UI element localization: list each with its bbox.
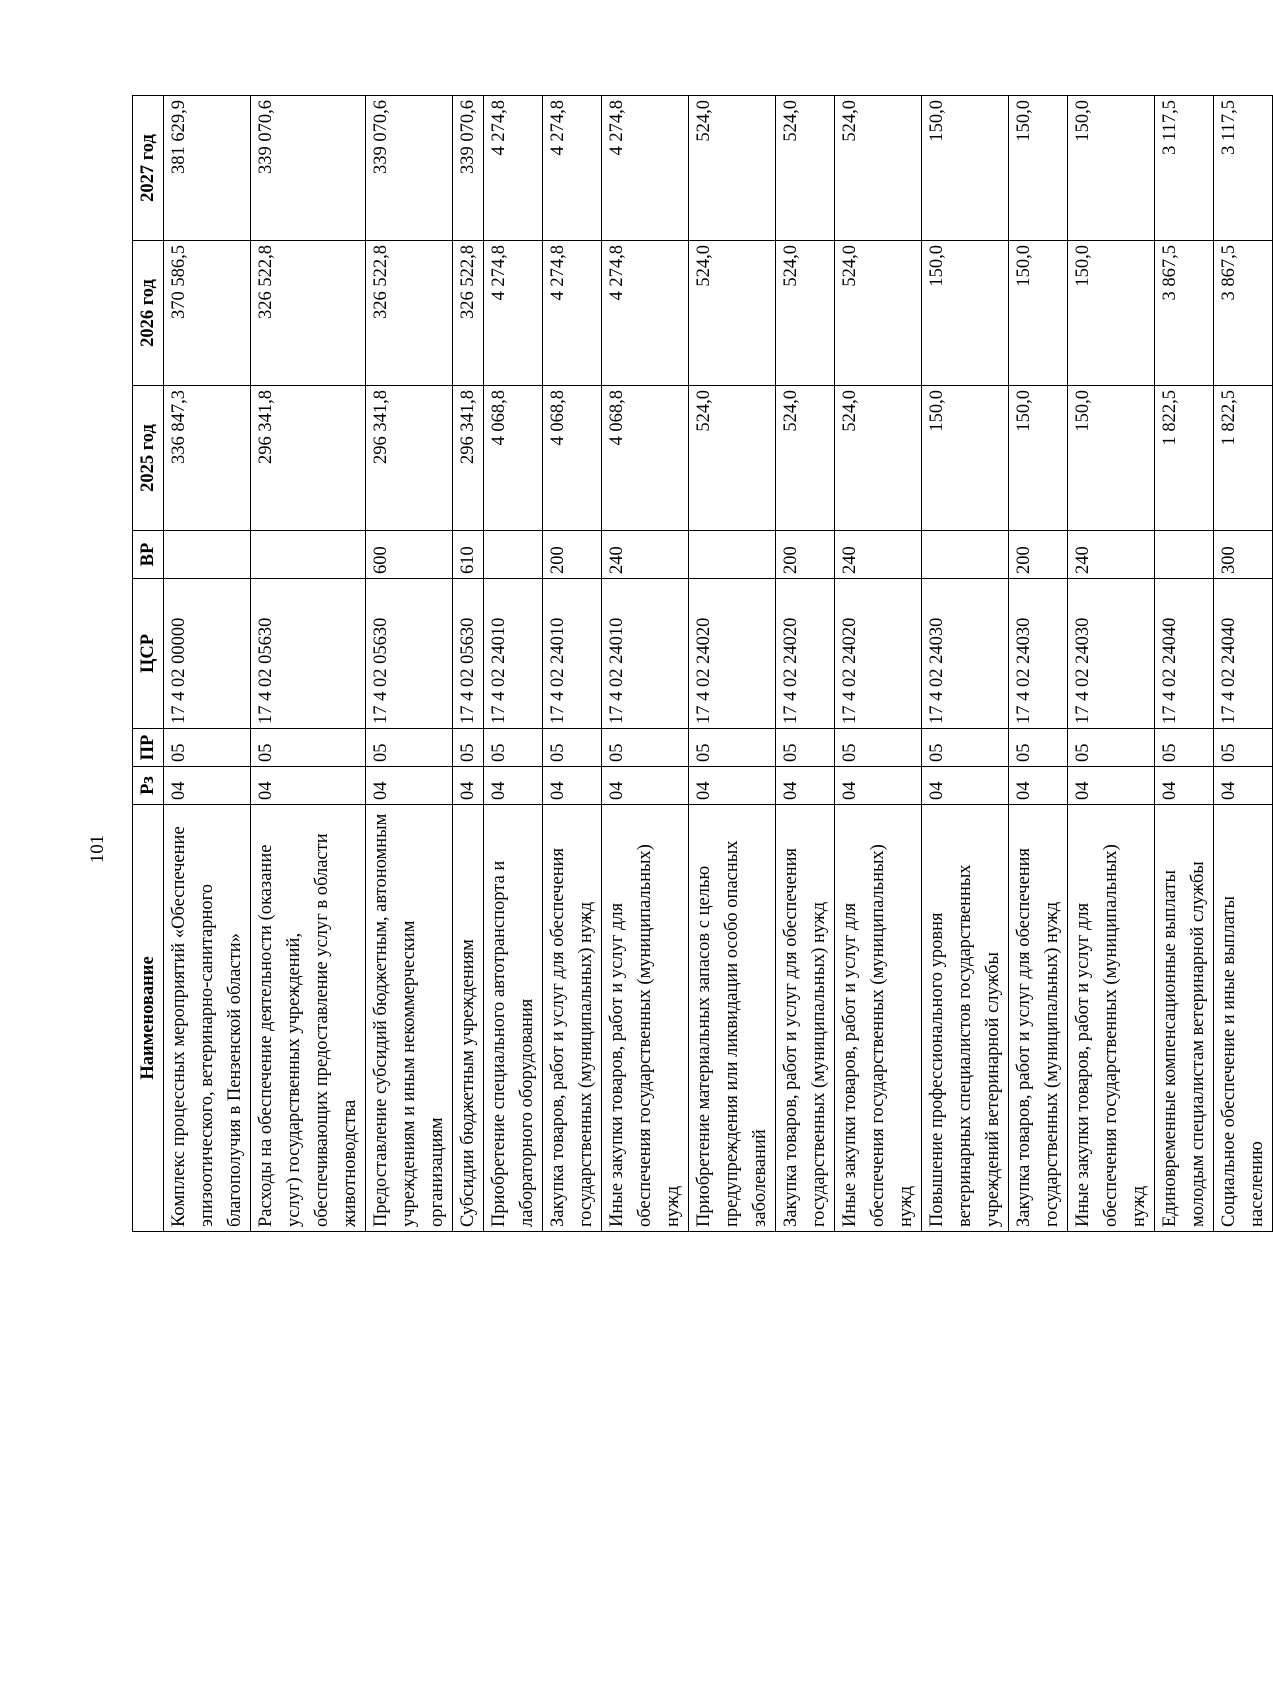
cell-csr: 17 4 02 24020 (689, 579, 776, 729)
cell-csr: 17 4 02 24020 (776, 579, 835, 729)
cell-2026: 4 274,8 (602, 241, 689, 386)
cell-vr (1155, 531, 1214, 579)
cell-csr: 17 4 02 05630 (251, 579, 366, 729)
cell-2025: 150,0 (1068, 386, 1155, 531)
cell-pr: 05 (922, 729, 1009, 767)
cell-2025: 296 341,8 (453, 386, 484, 531)
cell-csr: 17 4 02 00000 (164, 579, 251, 729)
table-row (251, 96, 366, 1232)
cell-pr: 05 (602, 729, 689, 767)
cell-rz: 04 (164, 767, 251, 805)
cell-2026: 4 274,8 (543, 241, 602, 386)
cell-rz: 04 (1068, 767, 1155, 805)
cell-2026: 150,0 (1068, 241, 1155, 386)
cell-name: Приобретение специального автотранспорта и лабораторного оборудования (484, 805, 543, 1232)
cell-csr: 17 4 02 24010 (484, 579, 543, 729)
cell-pr: 05 (251, 729, 366, 767)
header-csr: ЦСР (133, 579, 164, 729)
cell-2025: 524,0 (689, 386, 776, 531)
cell-name: Иные закупки товаров, работ и услуг для обеспечения государственных (муниципальных) нужд (835, 805, 922, 1232)
cell-2027: 150,0 (1009, 96, 1068, 241)
cell-2025: 4 068,8 (543, 386, 602, 531)
cell-vr (922, 531, 1009, 579)
cell-pr: 05 (366, 729, 453, 767)
cell-2026: 370 586,5 (164, 241, 251, 386)
cell-2025: 1 822,5 (1155, 386, 1214, 531)
cell-vr: 600 (366, 531, 453, 579)
table-row (689, 96, 776, 1232)
cell-2026: 3 867,5 (1214, 241, 1273, 386)
cell-rz: 04 (543, 767, 602, 805)
cell-2026: 326 522,8 (251, 241, 366, 386)
table-row (835, 96, 922, 1232)
cell-name: Предоставление субсидий бюджетным, автономным учреждениям и иным некоммерческим организациям (366, 805, 453, 1232)
cell-name: Иные закупки товаров, работ и услуг для обеспечения государственных (муниципальных) нужд (1068, 805, 1155, 1232)
cell-2025: 150,0 (1009, 386, 1068, 531)
cell-vr (689, 531, 776, 579)
cell-vr: 240 (1068, 531, 1155, 579)
cell-pr: 05 (835, 729, 922, 767)
cell-2027: 524,0 (835, 96, 922, 241)
cell-pr: 05 (484, 729, 543, 767)
cell-vr: 200 (543, 531, 602, 579)
cell-2027: 524,0 (689, 96, 776, 241)
cell-name: Расходы на обеспечение деятельности (оказание услуг) государственных учреждений, обеспечивающих предоставление услуг в области животноводства (251, 805, 366, 1232)
cell-2025: 296 341,8 (251, 386, 366, 531)
table-row (1214, 96, 1273, 1232)
page-number: 101 (87, 834, 108, 864)
cell-name: Закупка товаров, работ и услуг для обеспечения государственных (муниципальных) нужд (543, 805, 602, 1232)
header-2027: 2027 год (133, 96, 164, 241)
cell-csr: 17 4 02 05630 (366, 579, 453, 729)
header-2025: 2025 год (133, 386, 164, 531)
cell-pr: 05 (1009, 729, 1068, 767)
cell-2027: 4 274,8 (484, 96, 543, 241)
cell-name: Закупка товаров, работ и услуг для обеспечения государственных (муниципальных) нужд (1009, 805, 1068, 1232)
cell-rz: 04 (1155, 767, 1214, 805)
cell-2027: 524,0 (776, 96, 835, 241)
table-row (1009, 96, 1068, 1232)
cell-2025: 524,0 (835, 386, 922, 531)
cell-2027: 150,0 (922, 96, 1009, 241)
cell-2027: 339 070,6 (251, 96, 366, 241)
cell-pr: 05 (1068, 729, 1155, 767)
cell-name: Повышение профессионального уровня ветеринарных специалистов государственных учреждений ветеринарной службы (922, 805, 1009, 1232)
cell-rz: 04 (251, 767, 366, 805)
cell-2026: 4 274,8 (484, 241, 543, 386)
cell-vr: 300 (1214, 531, 1273, 579)
table-row (164, 96, 251, 1232)
cell-2027: 150,0 (1068, 96, 1155, 241)
cell-name: Субсидии бюджетным учреждениям (453, 805, 484, 1232)
cell-rz: 04 (835, 767, 922, 805)
table-row (366, 96, 453, 1232)
cell-vr (251, 531, 366, 579)
cell-2026: 150,0 (1009, 241, 1068, 386)
cell-2027: 381 629,9 (164, 96, 251, 241)
table-header-row (133, 96, 164, 1232)
header-rz: Рз (133, 767, 164, 805)
cell-2027: 4 274,8 (602, 96, 689, 241)
cell-vr: 610 (453, 531, 484, 579)
cell-rz: 04 (453, 767, 484, 805)
cell-vr (484, 531, 543, 579)
cell-2026: 524,0 (776, 241, 835, 386)
cell-name: Единовременные компенсационные выплаты молодым специалистам ветеринарной службы (1155, 805, 1214, 1232)
cell-csr: 17 4 02 24020 (835, 579, 922, 729)
cell-rz: 04 (776, 767, 835, 805)
cell-2026: 326 522,8 (366, 241, 453, 386)
cell-csr: 17 4 02 24030 (1068, 579, 1155, 729)
cell-csr: 17 4 02 24040 (1214, 579, 1273, 729)
cell-name: Социальное обеспечение и иные выплаты населению (1214, 805, 1273, 1232)
cell-2027: 3 117,5 (1214, 96, 1273, 241)
cell-pr: 05 (543, 729, 602, 767)
table-row (453, 96, 484, 1232)
cell-2027: 339 070,6 (366, 96, 453, 241)
cell-2026: 326 522,8 (453, 241, 484, 386)
header-vr: ВР (133, 531, 164, 579)
cell-rz: 04 (922, 767, 1009, 805)
cell-name: Иные закупки товаров, работ и услуг для обеспечения государственных (муниципальных) нужд (602, 805, 689, 1232)
cell-csr: 17 4 02 05630 (453, 579, 484, 729)
cell-2027: 339 070,6 (453, 96, 484, 241)
cell-2025: 4 068,8 (484, 386, 543, 531)
table-row (776, 96, 835, 1232)
cell-name: Комплекс процессных мероприятий «Обеспечение эпизоотического, ветеринарно-санитарного благополучия в Пензенской области» (164, 805, 251, 1232)
cell-csr: 17 4 02 24030 (922, 579, 1009, 729)
cell-rz: 04 (484, 767, 543, 805)
cell-rz: 04 (366, 767, 453, 805)
table-body (164, 96, 1273, 1232)
cell-vr: 200 (1009, 531, 1068, 579)
cell-vr (164, 531, 251, 579)
header-pr: ПР (133, 729, 164, 767)
cell-2025: 524,0 (776, 386, 835, 531)
cell-pr: 05 (453, 729, 484, 767)
table-row (543, 96, 602, 1232)
cell-2025: 150,0 (922, 386, 1009, 531)
rotated-table-container (132, 95, 1267, 1232)
cell-csr: 17 4 02 24010 (543, 579, 602, 729)
table-row (1155, 96, 1214, 1232)
cell-pr: 05 (1155, 729, 1214, 767)
cell-pr: 05 (1214, 729, 1273, 767)
cell-2025: 4 068,8 (602, 386, 689, 531)
cell-2025: 336 847,3 (164, 386, 251, 531)
header-2026: 2026 год (133, 241, 164, 386)
cell-rz: 04 (689, 767, 776, 805)
cell-name: Приобретение материальных запасов с целью предупреждения или ликвидации особо опасных заболеваний (689, 805, 776, 1232)
table-row (1068, 96, 1155, 1232)
header-name: Наименование (133, 805, 164, 1232)
cell-pr: 05 (689, 729, 776, 767)
table-row (602, 96, 689, 1232)
cell-pr: 05 (164, 729, 251, 767)
cell-pr: 05 (776, 729, 835, 767)
cell-csr: 17 4 02 24040 (1155, 579, 1214, 729)
cell-rz: 04 (1214, 767, 1273, 805)
cell-csr: 17 4 02 24030 (1009, 579, 1068, 729)
cell-2026: 150,0 (922, 241, 1009, 386)
cell-rz: 04 (1009, 767, 1068, 805)
cell-vr: 240 (602, 531, 689, 579)
cell-2026: 3 867,5 (1155, 241, 1214, 386)
cell-2026: 524,0 (689, 241, 776, 386)
cell-2025: 1 822,5 (1214, 386, 1273, 531)
table-row (922, 96, 1009, 1232)
cell-2027: 4 274,8 (543, 96, 602, 241)
cell-2027: 3 117,5 (1155, 96, 1214, 241)
cell-csr: 17 4 02 24010 (602, 579, 689, 729)
table-row (484, 96, 543, 1232)
cell-2026: 524,0 (835, 241, 922, 386)
cell-vr: 200 (776, 531, 835, 579)
budget-table (132, 95, 1273, 1232)
cell-rz: 04 (602, 767, 689, 805)
cell-vr: 240 (835, 531, 922, 579)
cell-2025: 296 341,8 (366, 386, 453, 531)
cell-name: Закупка товаров, работ и услуг для обеспечения государственных (муниципальных) нужд (776, 805, 835, 1232)
